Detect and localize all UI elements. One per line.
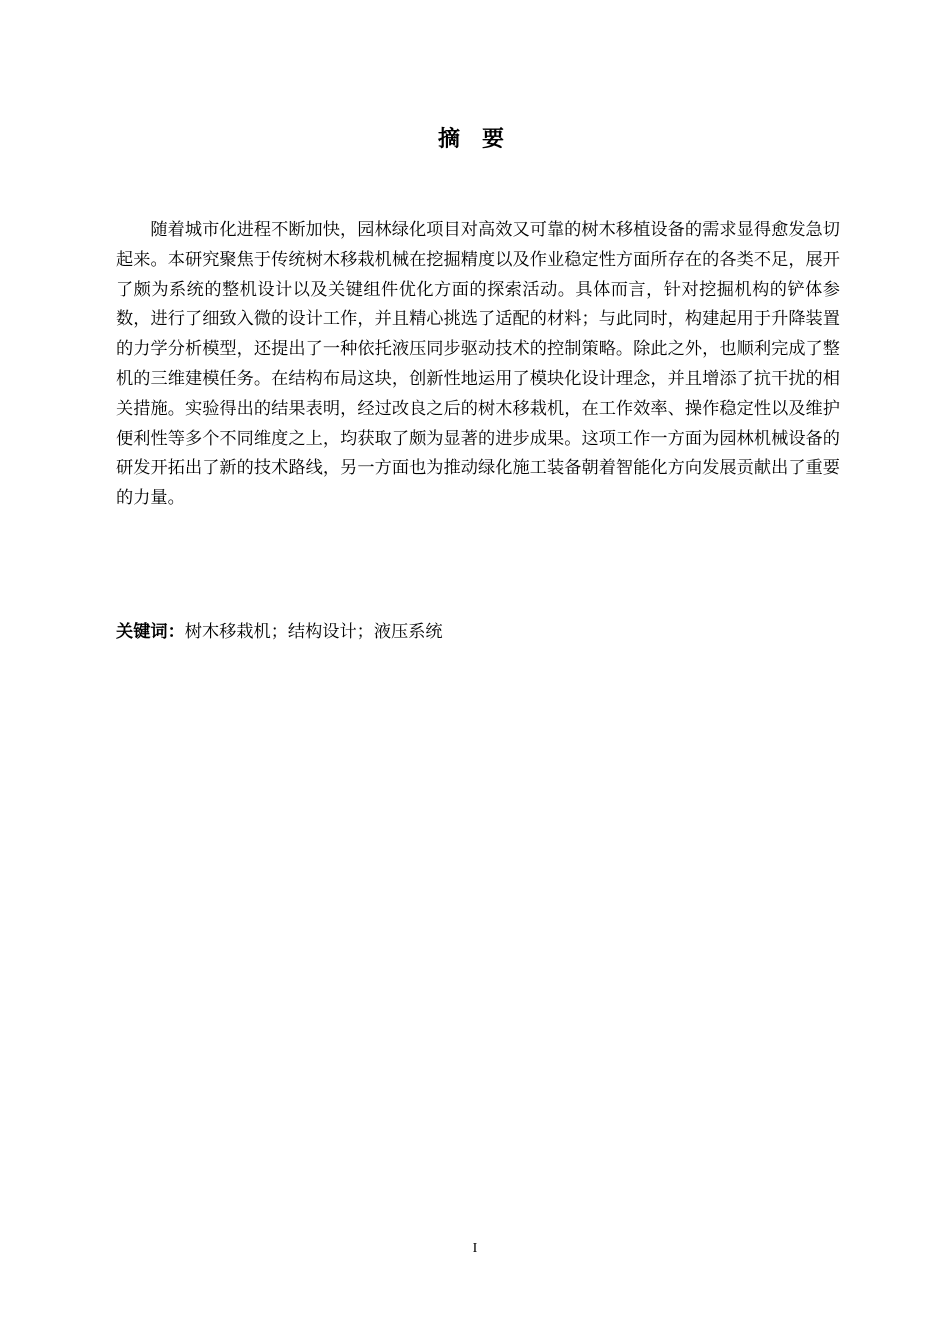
- keywords-value: 树木移栽机；结构设计；液压系统: [184, 622, 443, 642]
- keywords-line: [116, 619, 840, 645]
- abstract-paragraph: 随着城市化进程不断加快，园林绿化项目对高效又可靠的树木移植设备的需求显得愈发急切起来。本研究聚焦于传统树木移栽机械在挖掘精度以及作业稳定性方面所存在的各类不足，展开了颇为系统的整机设计以及关键组件优化方面的探索活动。具体而言，针对挖掘机构的铲体参数，进行了细致入微的设计工作，并且精心挑选了适配的材料；与此同时，构建起用于升降装置的力学分析模型，还提出了一种依托液压同步驱动技术的控制策略。除此之外，也顺利完成了整机的三维建模任务。在结构布局这块，创新性地运用了模块化设计理念，并且增添了抗干扰的相关措施。实验得出的结果表明，经过改良之后的树木移栽机，在工作效率、操作稳定性以及维护便利性等多个不同维度之上，均获取了颇为显著的进步成果。这项工作一方面为园林机械设备的研发开拓出了新的技术路线，另一方面也为推动绿化施工装备朝着智能化方向发展贡献出了重要的力量。: [116, 220, 840, 509]
- abstract-title: 摘要: [437, 127, 526, 152]
- keywords-label: 关键词：: [116, 622, 185, 642]
- page-number: I: [472, 1241, 478, 1256]
